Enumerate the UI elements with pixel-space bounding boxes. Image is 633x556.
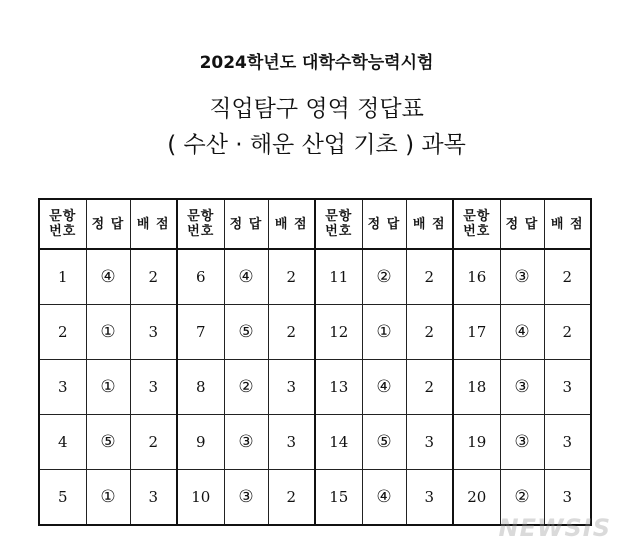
table-row — [39, 305, 591, 360]
answer-cell: ④ — [224, 249, 268, 305]
answer-cell: ⑤ — [86, 415, 130, 470]
question-number-cell: 16 — [453, 249, 500, 305]
answer-cell: ③ — [500, 249, 544, 305]
points-cell: 2 — [406, 249, 453, 305]
points-cell: 2 — [268, 305, 315, 360]
subject-name: ( 수산 · 해운 산업 기초 ) 과목 — [167, 132, 466, 158]
question-number-cell: 10 — [177, 470, 224, 526]
question-number-cell: 7 — [177, 305, 224, 360]
col-header-question-line1: 문항 — [187, 209, 215, 224]
col-header-question-line1: 문항 — [49, 209, 77, 224]
points-cell: 2 — [268, 249, 315, 305]
col-header-points: 배 점 — [130, 199, 177, 249]
question-number-cell: 18 — [453, 360, 500, 415]
answer-cell: ① — [86, 360, 130, 415]
col-header-question-number — [453, 199, 500, 249]
col-header-answer: 정 답 — [500, 199, 544, 249]
document-title: 직업탐구 영역 정답표 — [209, 96, 424, 122]
answer-cell: ① — [86, 305, 130, 360]
points-cell: 2 — [130, 249, 177, 305]
answer-key-table — [38, 198, 592, 526]
table-row — [39, 415, 591, 470]
answer-cell: ③ — [500, 415, 544, 470]
answer-cell: ④ — [500, 305, 544, 360]
question-number-cell: 12 — [315, 305, 362, 360]
question-number-cell: 3 — [39, 360, 86, 415]
col-header-question-line2: 번호 — [325, 224, 353, 239]
question-number-cell: 4 — [39, 415, 86, 470]
question-number-cell: 2 — [39, 305, 86, 360]
points-cell: 3 — [544, 470, 591, 526]
points-cell: 2 — [544, 305, 591, 360]
points-cell: 2 — [406, 305, 453, 360]
answer-cell: ③ — [224, 470, 268, 526]
points-cell: 3 — [268, 360, 315, 415]
question-number-cell: 20 — [453, 470, 500, 526]
question-number-cell: 17 — [453, 305, 500, 360]
answer-cell: ⑤ — [362, 415, 406, 470]
table-row — [39, 249, 591, 305]
answer-cell: ① — [86, 470, 130, 526]
col-header-question-line2: 번호 — [187, 224, 215, 239]
question-number-cell: 9 — [177, 415, 224, 470]
col-header-question-line1: 문항 — [463, 209, 491, 224]
answer-cell: ① — [362, 305, 406, 360]
col-header-answer: 정 답 — [86, 199, 130, 249]
answer-cell: ③ — [500, 360, 544, 415]
col-header-points: 배 점 — [268, 199, 315, 249]
points-cell: 2 — [130, 415, 177, 470]
points-cell: 2 — [544, 249, 591, 305]
col-header-question-number — [177, 199, 224, 249]
col-header-answer: 정 답 — [362, 199, 406, 249]
question-number-cell: 14 — [315, 415, 362, 470]
answer-cell: ③ — [224, 415, 268, 470]
question-number-cell: 19 — [453, 415, 500, 470]
answer-cell: ④ — [362, 360, 406, 415]
answer-cell: ② — [224, 360, 268, 415]
question-number-cell: 5 — [39, 470, 86, 526]
points-cell: 3 — [268, 415, 315, 470]
answer-cell: ② — [362, 249, 406, 305]
col-header-question-line2: 번호 — [49, 224, 77, 239]
col-header-question-line2: 번호 — [463, 224, 491, 239]
answer-cell: ② — [500, 470, 544, 526]
points-cell: 3 — [544, 415, 591, 470]
question-number-cell: 6 — [177, 249, 224, 305]
points-cell: 3 — [544, 360, 591, 415]
table-header-row — [39, 199, 591, 249]
col-header-question-number — [39, 199, 86, 249]
col-header-question-number — [315, 199, 362, 249]
col-header-question-line1: 문항 — [325, 209, 353, 224]
answer-cell: ④ — [86, 249, 130, 305]
points-cell: 3 — [130, 305, 177, 360]
points-cell: 3 — [406, 415, 453, 470]
col-header-points: 배 점 — [406, 199, 453, 249]
table-body — [39, 249, 591, 525]
points-cell: 3 — [406, 470, 453, 526]
answer-cell: ⑤ — [224, 305, 268, 360]
question-number-cell: 15 — [315, 470, 362, 526]
newsis-watermark: NEWSIS — [498, 514, 611, 542]
points-cell: 2 — [406, 360, 453, 415]
question-number-cell: 8 — [177, 360, 224, 415]
col-header-answer: 정 답 — [224, 199, 268, 249]
question-number-cell: 11 — [315, 249, 362, 305]
points-cell: 2 — [268, 470, 315, 526]
col-header-points: 배 점 — [544, 199, 591, 249]
points-cell: 3 — [130, 360, 177, 415]
points-cell: 3 — [130, 470, 177, 526]
question-number-cell: 1 — [39, 249, 86, 305]
answer-cell: ④ — [362, 470, 406, 526]
question-number-cell: 13 — [315, 360, 362, 415]
exam-title: 2024학년도 대학수학능력시험 — [199, 53, 434, 73]
table-row — [39, 360, 591, 415]
